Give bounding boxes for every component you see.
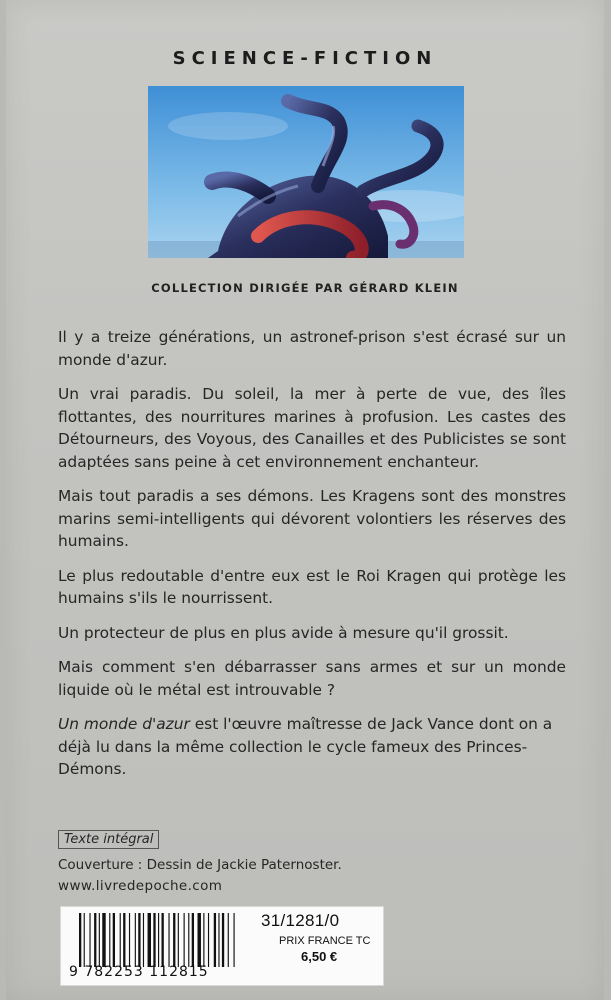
ean-number: 9 782253 112815 [69,964,209,980]
blurb-paragraph [58,713,566,781]
blurb-paragraph: Un vrai paradis. Du soleil, la mer à perte de vue, des îles flottantes, des nourritures marines à profusion. Les castes des Détourneurs, des Voyous, des Canailles et des Publicistes se sont adaptées sans peine à cet environnement enchanteur. [58,385,566,471]
barcode-panel [60,906,384,986]
blurb-paragraph: Mais tout paradis a ses démons. Les Kragens sont des monstres marins semi-intelligents qui dévorent volontiers les réserves des humains. [58,487,566,550]
tentacle-illustration [148,86,464,258]
integral-text-label: Texte intégral [58,830,159,849]
footer [58,828,418,894]
barcode [69,913,245,983]
book-back-cover [6,0,604,1000]
cover-artwork [148,86,464,258]
price-block [261,911,381,964]
price-label: PRIX FRANCE TC [279,935,371,947]
blurb-text: est l'œuvre maîtresse de Jack Vance dont on a déjà lu dans la même collection le cycle fameux des Princes-Démons. [58,715,553,778]
barcode-bars-svg [79,913,239,967]
collection-editor: COLLECTION DIRIGÉE PAR GÉRARD KLEIN [151,281,459,295]
blurb-paragraph: Le plus redoutable d'entre eux est le Roi Kragen qui protège les humains s'ils le nourrissent. [58,566,566,607]
book-title: Un monde d'azur [58,715,190,733]
blurb-paragraph: Il y a treize générations, un astronef-prison s'est écrasé sur un monde d'azur. [58,328,566,369]
cover-credit: Couverture : Dessin de Jackie Paternoster. [58,857,342,873]
barcode-bars [79,913,239,967]
series-heading: SCIENCE-FICTION [172,48,438,69]
blurb-paragraph: Un protecteur de plus en plus avide à mesure qu'il grossit. [58,623,509,642]
website-link: www.livredepoche.com [58,878,223,894]
price: 6,50 € [301,949,338,964]
blurb [58,326,566,793]
reference-number: 31/1281/0 [261,911,340,930]
blurb-paragraph: Mais comment s'en débarrasser sans armes et sur un monde liquide où le métal est introuvable ? [58,658,566,699]
